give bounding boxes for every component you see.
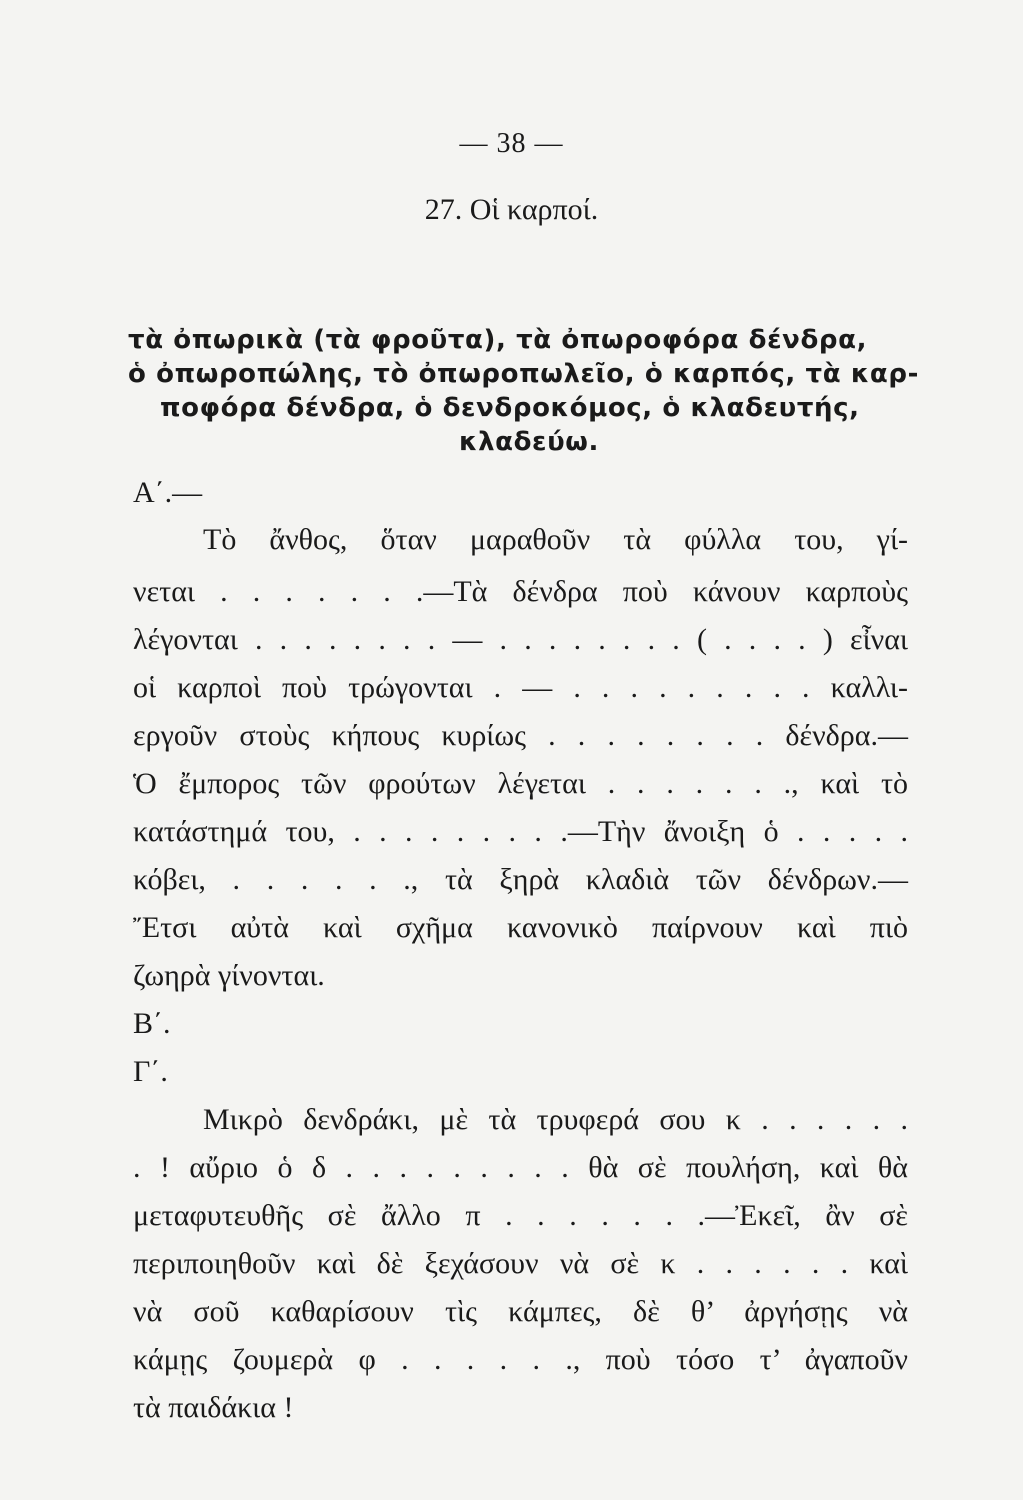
poem-line: τὰ παιδάκια ! [133,1391,294,1424]
poem-line: Μικρὸ δενδράκι, μὲ τὰ τρυφερά σου κ . . . . . . [203,1103,908,1136]
poem-line: κάμῃς ζουμερὰ φ . . . . . ., ποὺ τόσο τ’ ἀγαποῦν [133,1343,908,1376]
exercise-line: κατάστημά του, . . . . . . . . .—Τὴν ἄνοιξη ὁ . . . . . [133,815,908,848]
bleed-through-texture [300,225,309,258]
vocabulary-line: ποφόρα δένδρα, ὁ δενδροκόμος, ὁ κλαδευτής, [160,393,860,423]
poem-line: περιποιηθοῦν καὶ δὲ ξεχάσουν νὰ σὲ κ . . . . . . καὶ [133,1247,908,1280]
poem-line: μεταφυτευθῆς σὲ ἄλλο π . . . . . . .—Ἐκεῖ, ἂν σὲ [133,1199,908,1232]
vocabulary-line: ὁ ὀπωροπώλης, τὸ ὀπωροπωλεῖο, ὁ καρπός, τὰ καρ- [128,359,919,389]
exercise-line: λέγονται . . . . . . . . — . . . . . . . . ( . . . . ) εἶναι [133,623,908,656]
vocabulary-line: κλαδεύω. [459,427,599,457]
poem-line: νὰ σοῦ καθαρίσουν τὶς κάμπες, δὲ θ’ ἀργήσῃς νὰ [133,1295,908,1328]
vocabulary-line: τὰ ὀπωρικὰ (τὰ φροῦτα), τὰ ὀπωροφόρα δένδρα, [128,325,868,355]
section-a-label: Α΄.— [133,476,203,509]
exercise-line: ζωηρὰ γίνονται. [133,959,325,992]
section-c-label: Γ΄. [133,1055,168,1088]
page-number: — 38 — [459,128,564,159]
lesson-title: 27. Οἱ καρποί. [424,193,599,226]
exercise-line: Τὸ ἄνθος, ὅταν μαραθοῦν τὰ φύλλα του, γί- [203,523,908,556]
exercise-line: Ἔτσι αὐτὰ καὶ σχῆμα κανονικὸ παίρνουν καὶ πιὸ [133,911,908,944]
exercise-line: οἱ καρποὶ ποὺ τρώγονται . — . . . . . . . . . καλλι- [133,671,908,704]
exercise-line: νεται . . . . . . .—Τὰ δένδρα ποὺ κάνουν καρποὺς [133,575,908,608]
poem-line: . ! αὔριο ὁ δ . . . . . . . . . θὰ σὲ πουλήση, καὶ θὰ [133,1151,908,1184]
exercise-line: κόβει, . . . . . ., τὰ ξηρὰ κλαδιὰ τῶν δένδρων.— [133,863,908,896]
exercise-line: εργοῦν στοὺς κήπους κυρίως . . . . . . . . δένδρα.— [133,719,908,752]
exercise-line: Ὁ ἔμπορος τῶν φρούτων λέγεται . . . . . . ., καὶ τὸ [133,767,908,800]
section-b-label: Β΄. [133,1007,171,1040]
